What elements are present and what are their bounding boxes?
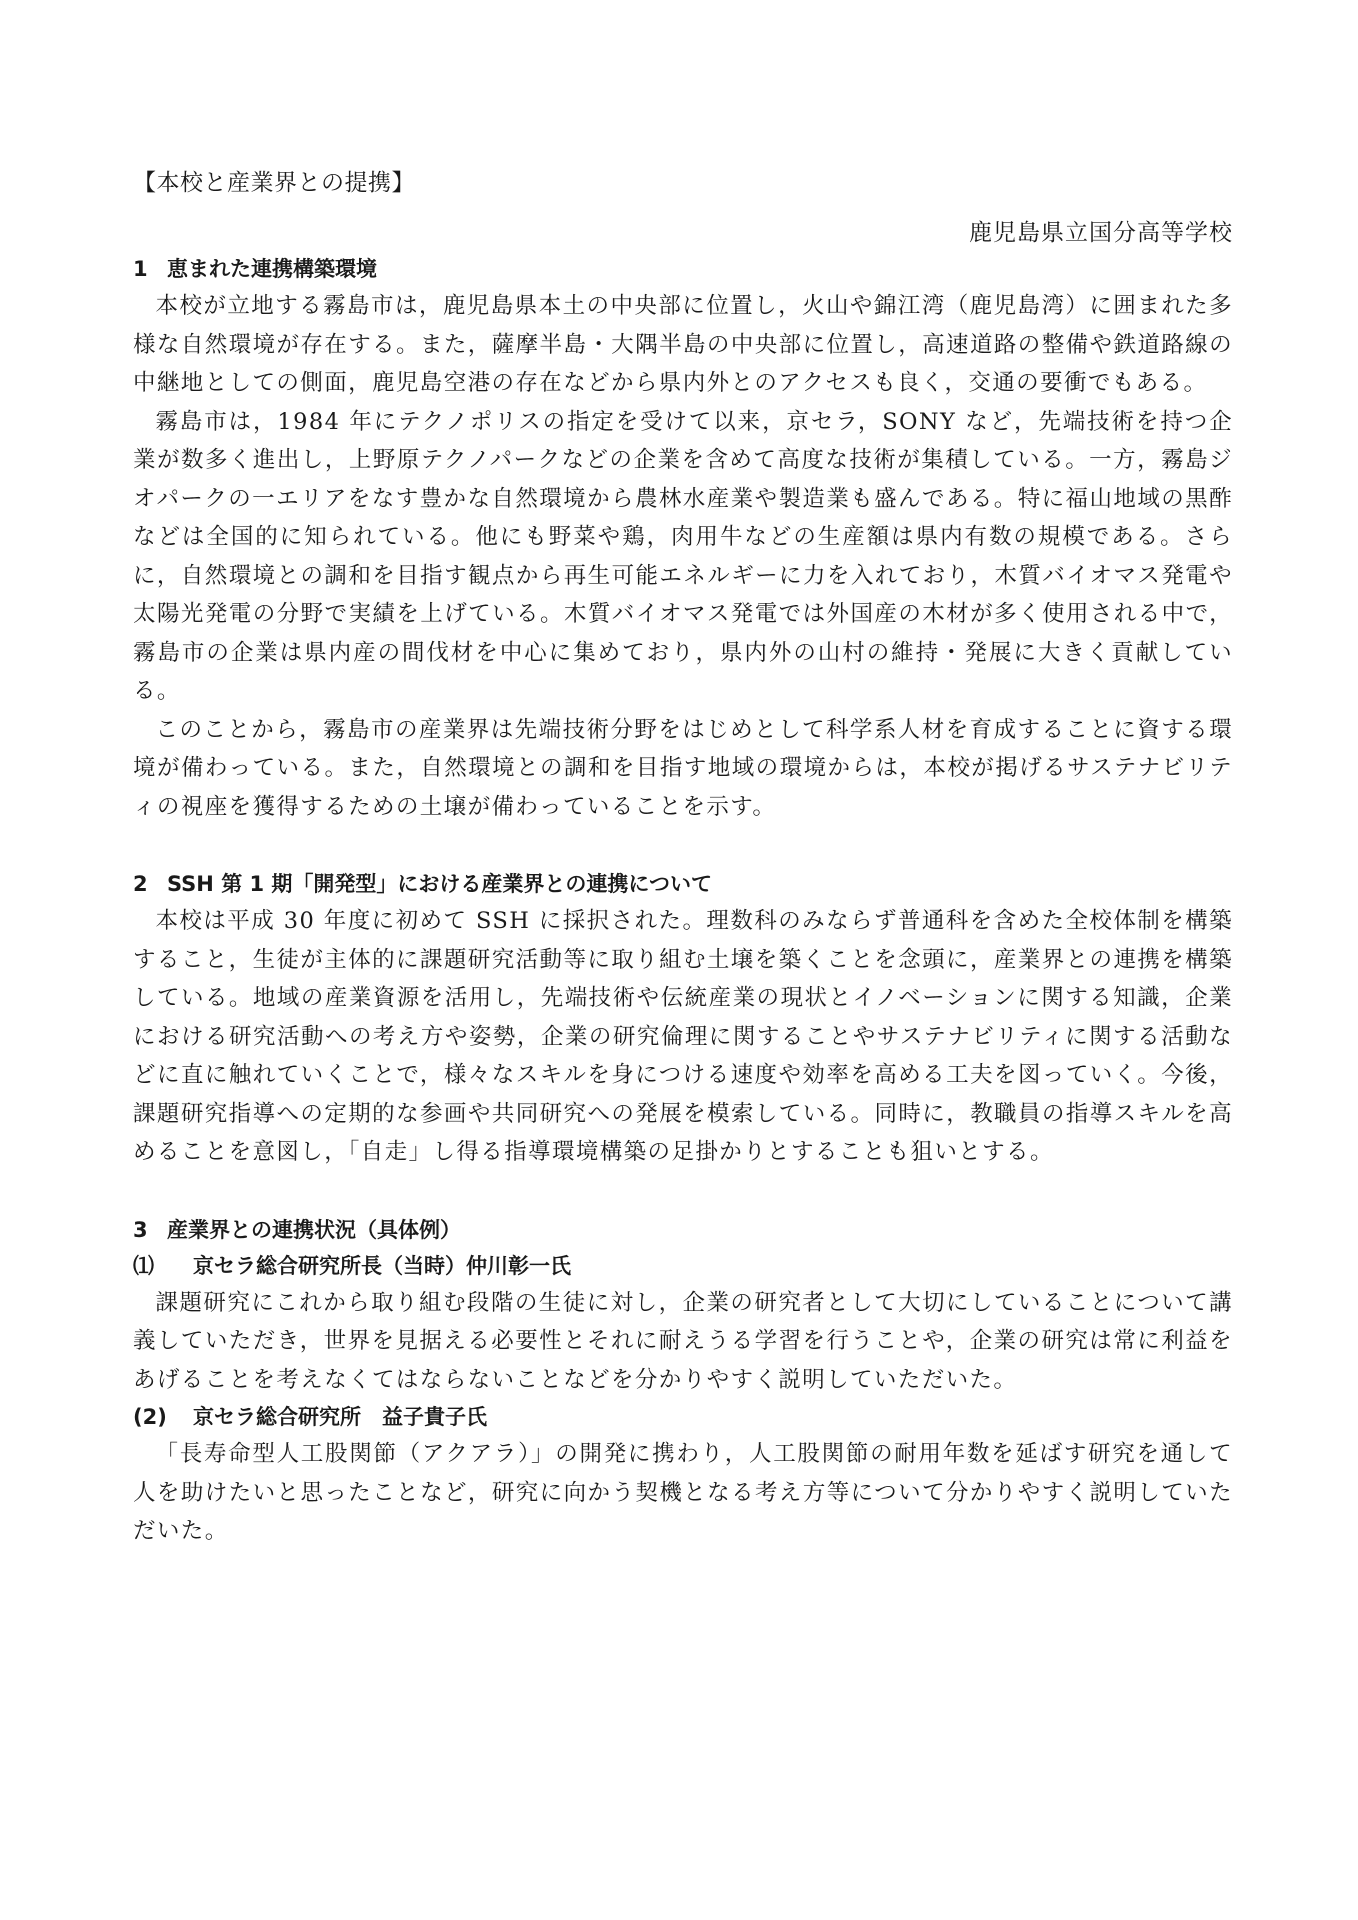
document-title: 【本校と産業界との提携】: [133, 170, 415, 196]
section-3: [133, 1212, 1233, 1551]
section-1: [133, 251, 1233, 826]
spacer: [133, 1172, 1233, 1212]
subsection-heading: [133, 1399, 1233, 1435]
section-number: 1: [133, 257, 148, 281]
section-number: 2: [133, 872, 148, 896]
section-heading: [133, 866, 1233, 902]
subsection-number: (2): [133, 1405, 167, 1429]
section-number: 3: [133, 1217, 148, 1242]
subsection-1: [133, 1248, 1233, 1400]
subsection-heading: [133, 1248, 1233, 1284]
section-title: SSH 第 1 期「開発型」における産業界との連携について: [167, 872, 713, 896]
section-2: [133, 866, 1233, 1172]
paragraph: 「長寿命型人工股関節（アクアラ）」の開発に携わり，人工股関節の耐用年数を延ばす研究を通して人を助けたいと思ったことなど，研究に向かう契機となる考え方等について分かりやすく説明していただいた。: [133, 1441, 1233, 1544]
section-title: 産業界との連携状況（具体例）: [167, 1217, 461, 1242]
paragraph: 本校は平成 30 年度に初めて SSH に採択された。理数科のみならず普通科を含めた全校体制を構築すること，生徒が主体的に課題研究活動等に取り組む土壌を築くことを念頭に，産業界との連携を構築している。地域の産業資源を活用し，先端技術や伝統産業の現状とイノベーションに関する知識，企業における研究活動への考え方や姿勢，企業の研究倫理に関することやサステナビリティに関する活動などに直に触れていくことで，様々なスキルを身につける速度や効率を高める工夫を図っていく。今後，課題研究指導への定期的な参画や共同研究への発展を模索している。同時に，教職員の指導スキルを高めることを意図し，「自走」し得る指導環境構築の足掛かりとすることも狙いとする。: [133, 908, 1233, 1165]
subsection-2: [133, 1399, 1233, 1551]
document-page: [133, 165, 1233, 1551]
section-heading: [133, 1212, 1233, 1248]
subsection-title: 京セラ総合研究所長（当時）仲川彰一氏: [193, 1253, 571, 1278]
section-title: 恵まれた連携構築環境: [167, 257, 377, 281]
subsection-title: 京セラ総合研究所 益子貴子氏: [193, 1405, 487, 1429]
paragraph: 本校が立地する霧島市は，鹿児島県本土の中央部に位置し，火山や錦江湾（鹿児島湾）に囲まれた多様な自然環境が存在する。また，薩摩半島・大隅半島の中央部に位置し，高速道路の整備や鉄道路線の中継地としての側面，鹿児島空港の存在などから県内外とのアクセスも良く，交通の要衝でもある。: [133, 293, 1233, 396]
paragraph: 霧島市は，1984 年にテクノポリスの指定を受けて以来，京セラ，SONY など，先端技術を持つ企業が数多く進出し，上野原テクノパークなどの企業を含めて高度な技術が集積している。一方，霧島ジオパークの一エリアをなす豊かな自然環境から農林水産業や製造業も盛んである。特に福山地域の黒酢などは全国的に知られている。他にも野菜や鶏，肉用牛などの生産額は県内有数の規模である。さらに，自然環境との調和を目指す観点から再生可能エネルギーに力を入れており，木質バイオマス発電や太陽光発電の分野で実績を上げている。木質バイオマス発電では外国産の木材が多く使用される中で，霧島市の企業は県内産の間伐材を中心に集めており，県内外の山村の維持・発展に大きく貢献している。: [133, 408, 1233, 704]
subsection-number: ⑴: [133, 1253, 154, 1278]
paragraph: このことから，霧島市の産業界は先端技術分野をはじめとして科学系人材を育成することに資する環境が備わっている。また，自然環境との調和を目指す地域の環境からは，本校が掲げるサステナビリティの視座を獲得するための土壌が備わっていることを示す。: [133, 716, 1233, 820]
school-name: 鹿児島県立国分高等学校: [969, 220, 1233, 246]
spacer: [133, 826, 1233, 866]
paragraph: 課題研究にこれから取り組む段階の生徒に対し，企業の研究者として大切にしていることについて講義していただき，世界を見据える必要性とそれに耐えうる学習を行うことや，企業の研究は常に利益をあげることを考えなくてはならないことなどを分かりやすく説明していただいた。: [133, 1289, 1233, 1393]
section-heading: [133, 251, 1233, 287]
